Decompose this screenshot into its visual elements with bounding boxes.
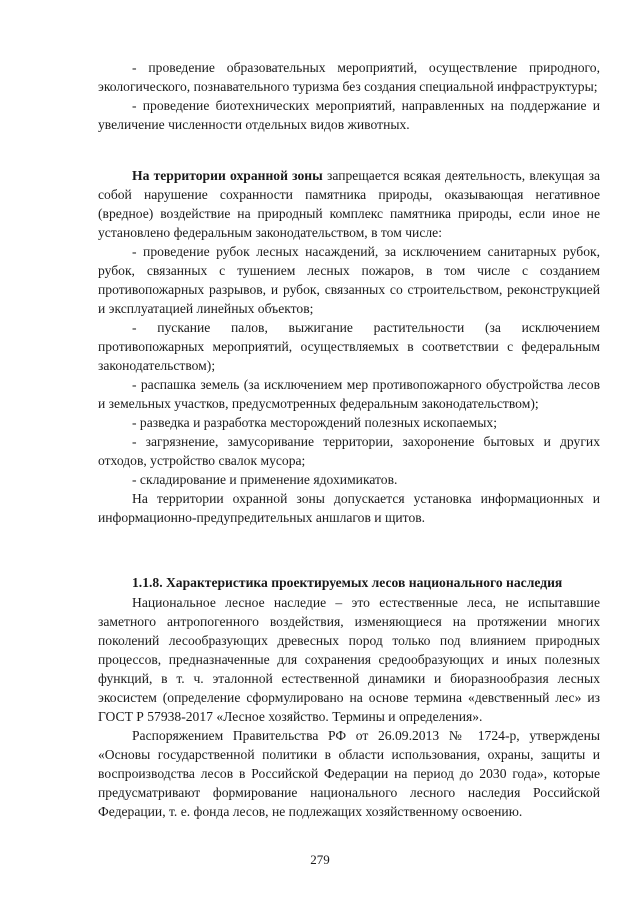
spacer xyxy=(98,527,600,573)
document-page xyxy=(98,58,600,821)
page-number: 279 xyxy=(310,852,330,867)
protected-zone-lead-rest: запрещается всякая деятельность, влекущая за собой нарушение сохранности памятника природы, оказывающая негативное (вредное) воздействие на природный комплекс памятника природы, если иное не установлено федеральным законодательством, в том числе: xyxy=(98,168,601,240)
list-item-logging: - проведение рубок лесных насаждений, за исключением санитарных рубок, рубок, связанных с тушением лесных пожаров, в том числе с созданием противопожарных разрывов, и рубок, связанных со строительством, реконструкцией и эксплуатацией линейных объектов; xyxy=(98,244,600,316)
list-item-pollution: - загрязнение, замусоривание территории, захоронение бытовых и других отходов, устройство свалок мусора; xyxy=(98,434,600,468)
list-item-mining: - разведка и разработка месторождений полезных ископаемых; xyxy=(132,415,497,430)
paragraph-educational-activities: - проведение образовательных мероприятий, осуществление природного, экологического, познавательного туризма без создания специальной инфраструктуры; xyxy=(98,60,600,94)
paragraph-government-order: Распоряжением Правительства РФ от 26.09.2013 № 1724-р, утверждены «Основы государственной политики в области использования, охраны, защиты и воспроизводства лесов в Российской Федерации на период до 2030 года», которые предусматривают формирование национального лесного наследия Российской Федерации, т. е. фонда лесов, не подлежащих хозяйственному освоению. xyxy=(98,728,600,819)
paragraph-national-heritage-definition: Национальное лесное наследие – это естественные леса, не испытавшие заметного антропогенного воздействия, изменяющиеся на протяжении многих поколений лесообразующих древесных пород только под влиянием природных процессов, предназначенные для сохранения средообразующих и иных полезных функций, в т. ч. эталонной естественной динамики и биоразнообразия лесных экосистем (определение сформулировано на основе термина «девственный лес» из ГОСТ Р 57938-2017 «Лесное хозяйство. Термины и определения». xyxy=(98,595,600,724)
paragraph-biotechnical-activities: - проведение биотехнических мероприятий, направленных на поддержание и увеличение численности отдельных видов животных. xyxy=(98,98,600,132)
list-item-plowing: - распашка земель (за исключением мер противопожарного обустройства лесов и земельных участков, предусмотренных федеральным законодательством); xyxy=(98,377,600,411)
protected-zone-lead: На территории охранной зоны xyxy=(132,168,323,183)
list-item-pesticides: - складирование и применение ядохимикатов. xyxy=(132,472,398,487)
list-item-burning: - пускание палов, выжигание растительности (за исключением противопожарных мероприятий, осуществляемых в соответствии с федеральным законодательством); xyxy=(98,320,600,373)
paragraph-allowed-signs: На территории охранной зоны допускается установка информационных и информационно-предупредительных аншлагов и щитов. xyxy=(98,491,600,525)
paragraph-protected-zone-intro xyxy=(98,166,600,242)
section-heading: 1.1.8. Характеристика проектируемых лесов национального наследия xyxy=(132,575,563,590)
spacer xyxy=(98,134,600,166)
